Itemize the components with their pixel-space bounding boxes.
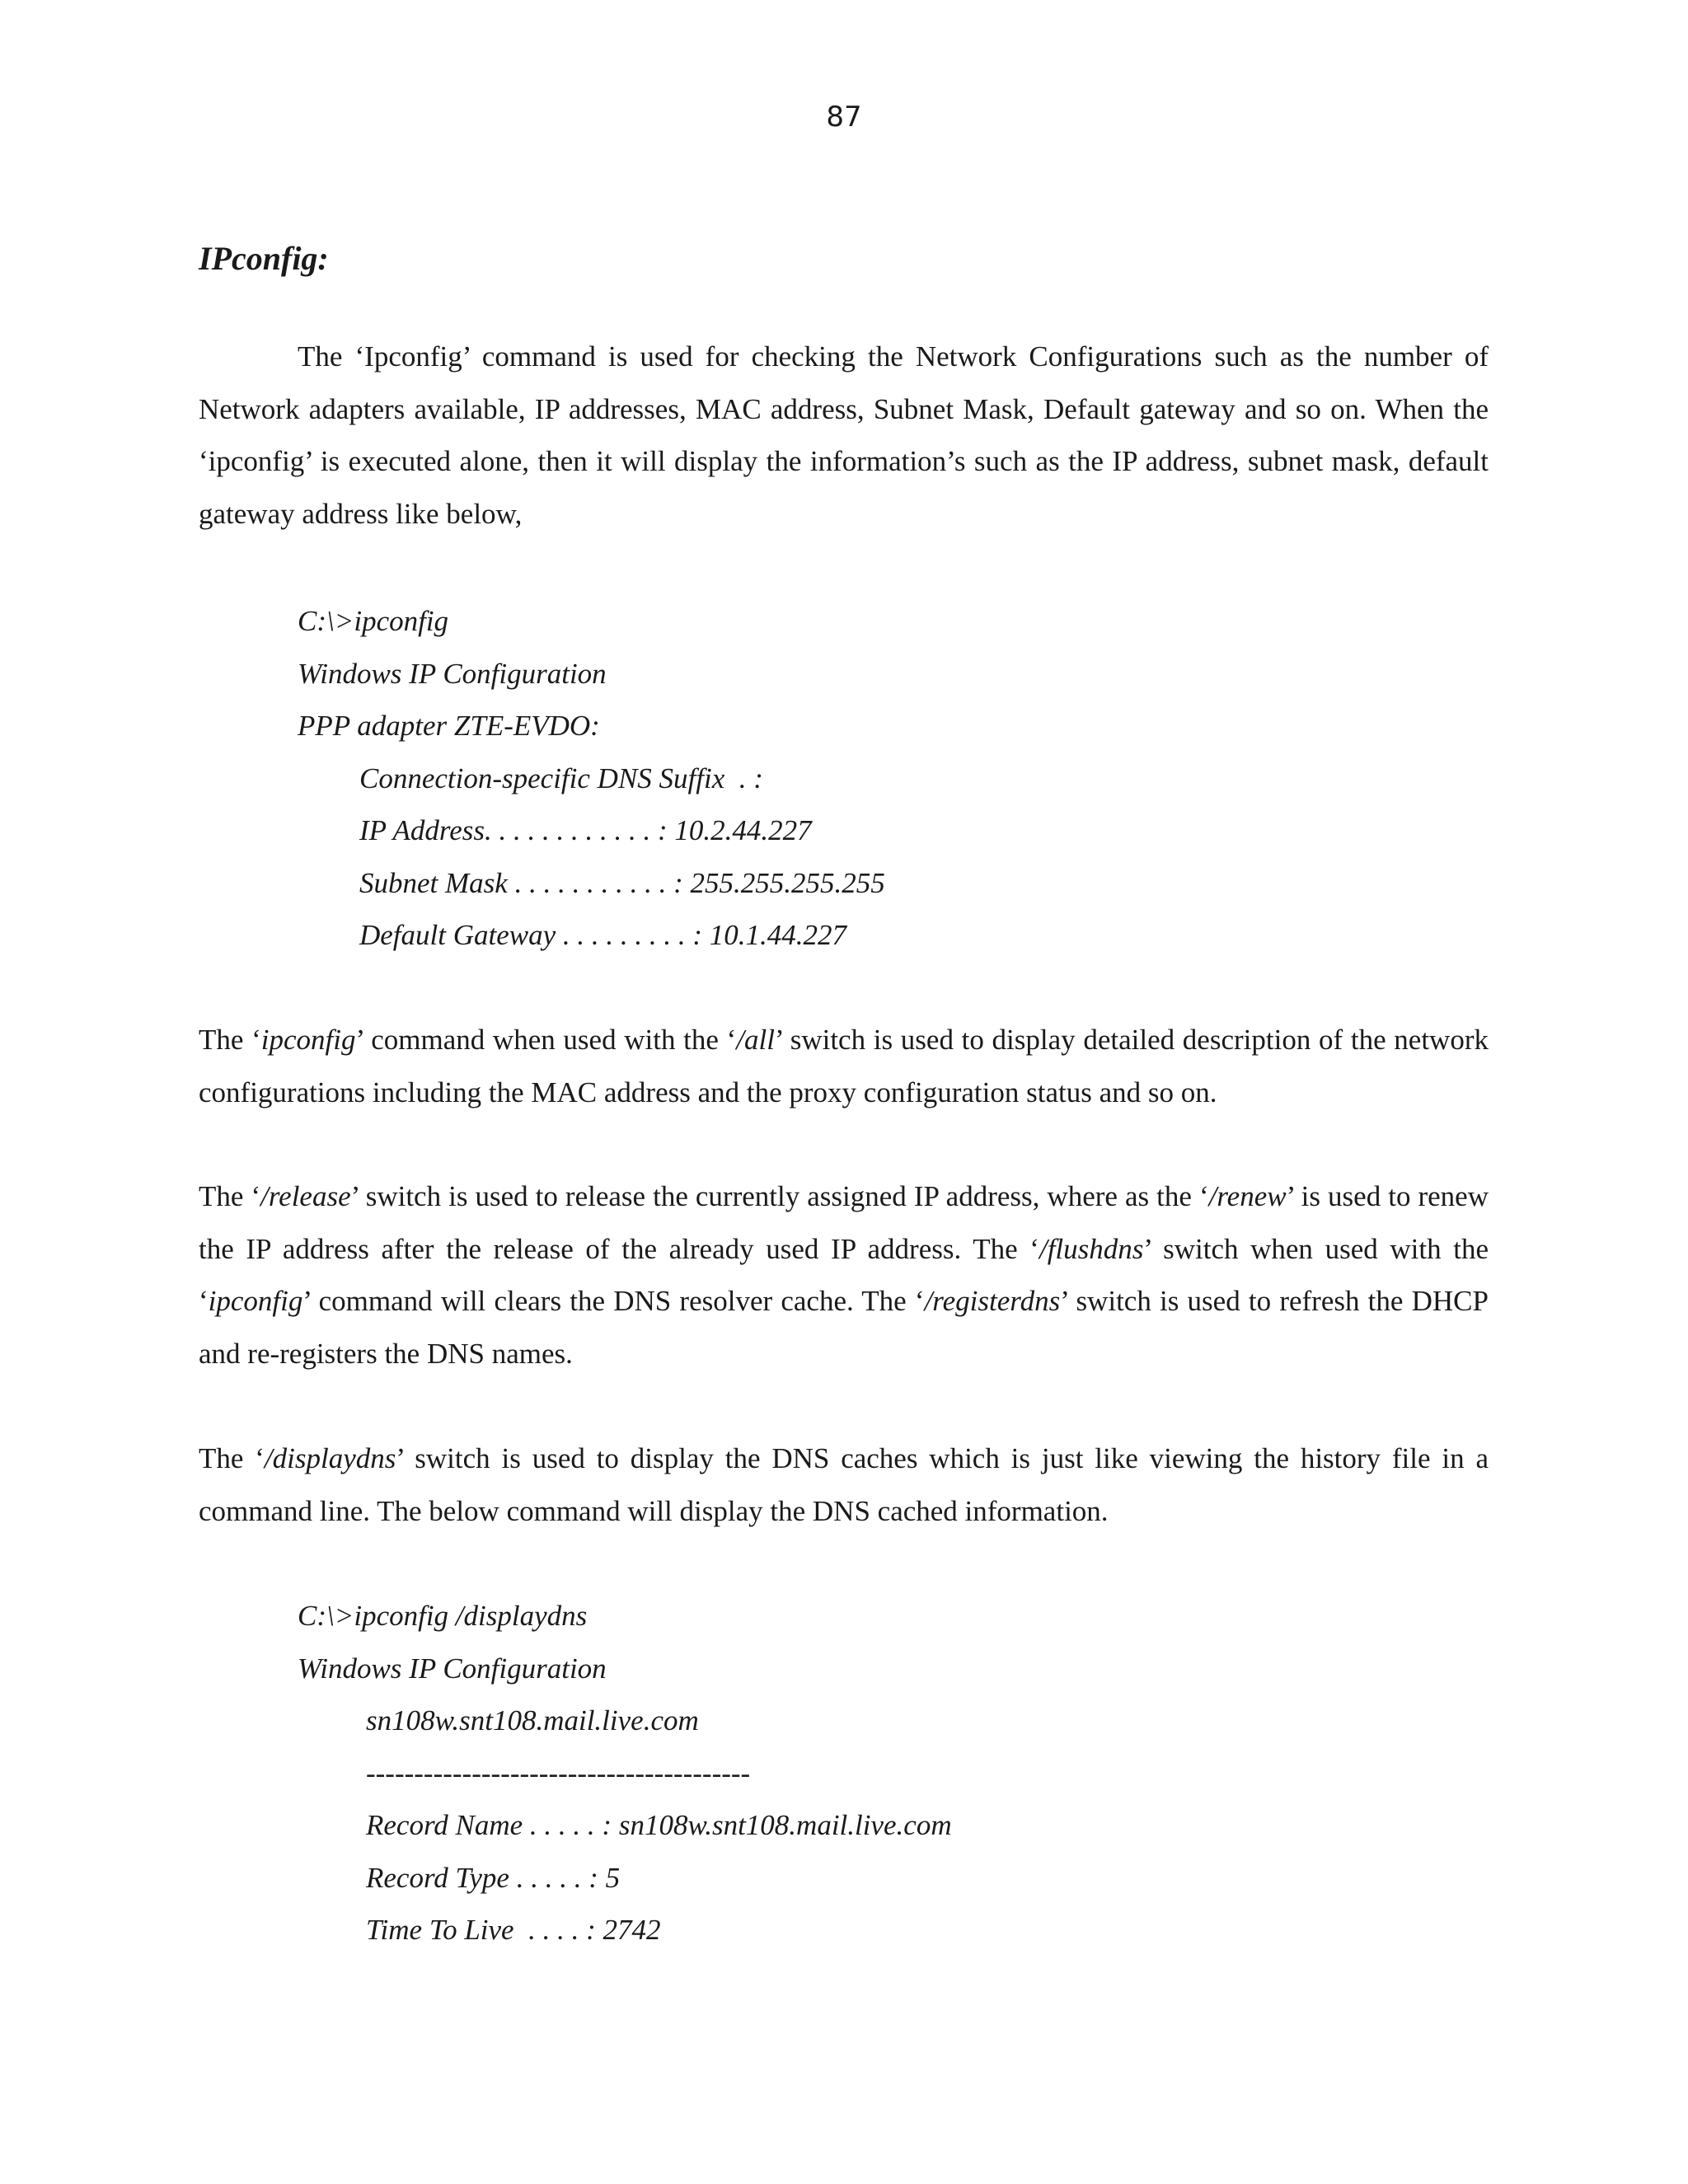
command-term: /renew: [1208, 1180, 1287, 1212]
code-line: Record Name . . . . . : sn108w.snt108.mail.live.com: [366, 1809, 952, 1841]
displaydns-switch-paragraph: [199, 1432, 1489, 1537]
release-switch-paragraph: [199, 1170, 1489, 1380]
text-run: The ‘: [199, 1180, 261, 1212]
command-term: /flushdns: [1039, 1232, 1144, 1265]
code-line: C:\>ipconfig /displaydns: [298, 1600, 588, 1632]
text-run: ’ switch is used to display detailed description of the network configurations including the MAC address and the proxy configuration status and so on.: [199, 1024, 1489, 1108]
text-run: ’ is used to renew the IP address after the release of the already used IP address. The ‘: [199, 1180, 1489, 1265]
section-heading: IPconfig:: [199, 240, 329, 277]
intro-paragraph: [199, 330, 1489, 540]
code-line: Time To Live . . . . : 2742: [366, 1914, 661, 1946]
code-line: PPP adapter ZTE-EVDO:: [298, 710, 600, 742]
code-line: Windows IP Configuration: [298, 657, 607, 690]
code-line: IP Address. . . . . . . . . . . . : 10.2.44.227: [359, 814, 812, 846]
code-line: Subnet Mask . . . . . . . . . . . : 255.255.255.255: [359, 866, 885, 899]
command-term: /release: [260, 1180, 351, 1212]
command-term: ipconfig: [208, 1285, 303, 1317]
text-run: The ‘: [199, 1442, 265, 1474]
text-run: ’ switch is used to display the DNS caches which is just like viewing the history file in a command line. The below command will display the DNS cached information.: [199, 1442, 1489, 1527]
command-term: /registerdns: [924, 1285, 1061, 1317]
ipconfig-output-block: [298, 595, 885, 962]
code-line: Default Gateway . . . . . . . . . : 10.1.44.227: [359, 919, 847, 951]
command-term: /all: [736, 1024, 775, 1056]
code-line: Record Type . . . . . : 5: [366, 1861, 621, 1894]
command-term: /displaydns: [264, 1442, 396, 1474]
intro-text: The ‘Ipconfig’ command is used for checking the Network Configurations such as the number of Network adapters available, IP addresses, MAC address, Subnet Mask, Default gateway and so on. When the ‘ipconfig’ is executed alone, then it will display the information’s such as the IP address, subnet mask, default gateway address like below,: [199, 340, 1489, 530]
text-run: ’ switch is used to refresh the DHCP and re-registers the DNS names.: [199, 1285, 1489, 1370]
code-line: sn108w.snt108.mail.live.com: [366, 1704, 699, 1736]
code-line: C:\>ipconfig: [298, 605, 449, 637]
text-run: ’ command will clears the DNS resolver cache. The ‘: [302, 1285, 925, 1317]
all-switch-paragraph: [199, 1014, 1489, 1118]
text-run: ’ command when used with the ‘: [355, 1024, 737, 1056]
code-line: Connection-specific DNS Suffix . :: [359, 762, 763, 794]
displaydns-output-block: [298, 1590, 952, 1957]
page-number: 87: [826, 101, 862, 134]
text-run: The ‘: [199, 1024, 261, 1056]
text-run: ’ switch when used with the ‘: [199, 1232, 1489, 1317]
code-separator: ----------------------------------------: [366, 1756, 751, 1789]
text-run: ’ switch is used to release the currently assigned IP address, where as the ‘: [350, 1180, 1209, 1212]
code-line: Windows IP Configuration: [298, 1652, 607, 1685]
command-term: ipconfig: [260, 1024, 356, 1056]
